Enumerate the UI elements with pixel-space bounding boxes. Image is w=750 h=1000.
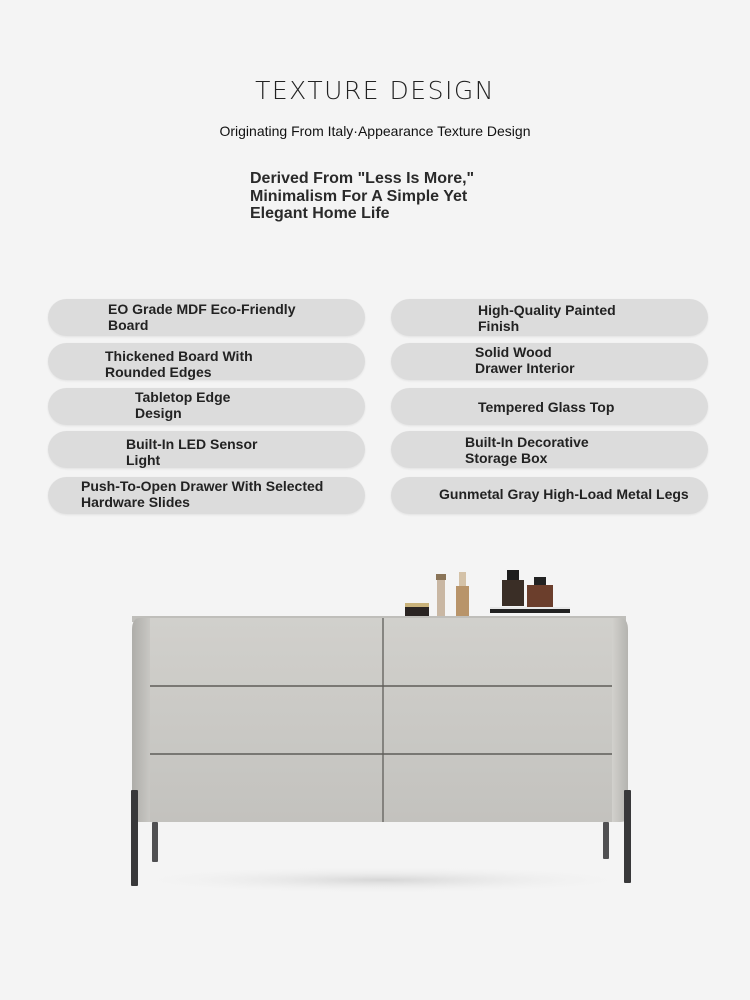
feature-label-line: Drawer Interior xyxy=(475,360,575,376)
intro-text xyxy=(250,170,510,223)
feature-label-line: Rounded Edges xyxy=(105,364,212,380)
feature-pill-tabletop-edge xyxy=(48,388,365,425)
feature-label-line: Solid Wood xyxy=(475,344,552,360)
leg-front-left xyxy=(131,790,138,886)
feature-pill-storage-box xyxy=(391,431,708,468)
feature-label xyxy=(126,436,257,468)
feature-label xyxy=(465,434,589,466)
page-subtitle: Originating From Italy·Appearance Texture Design xyxy=(219,123,531,139)
feature-label xyxy=(475,344,575,376)
feature-pill-solid-wood xyxy=(391,343,708,380)
floor-shadow xyxy=(122,866,642,894)
feature-pill-tempered-glass xyxy=(391,388,708,425)
feature-label-line: Board xyxy=(108,317,149,333)
feature-label-line: EO Grade MDF Eco-Friendly xyxy=(108,301,296,317)
dresser-front xyxy=(150,618,612,822)
intro-line: Elegant Home Life xyxy=(250,205,390,222)
feature-label-line: High-Quality Painted xyxy=(478,302,616,318)
feature-pill-painted-finish xyxy=(391,299,708,336)
intro-line: Derived From "Less Is More," xyxy=(250,170,475,187)
feature-label-line: Finish xyxy=(478,318,520,334)
leg-back-left xyxy=(152,822,158,862)
feature-label-line: Storage Box xyxy=(465,450,548,466)
perfume-bottles xyxy=(405,570,570,617)
feature-label xyxy=(135,389,230,421)
feature-label-line: Light xyxy=(126,452,161,468)
feature-label-line: Hardware Slides xyxy=(81,494,190,510)
feature-label-line: Built-In LED Sensor xyxy=(126,436,258,452)
feature-label xyxy=(108,301,295,333)
dresser-illustration xyxy=(0,560,750,900)
leg-front-right xyxy=(624,790,631,883)
intro-line: Minimalism For A Simple Yet xyxy=(250,187,468,205)
feature-label: Tempered Glass Top xyxy=(478,399,615,415)
page-title: TEXTURE DESIGN xyxy=(255,76,495,105)
feature-pill-metal-legs xyxy=(391,477,708,514)
feature-label-line: Built-In Decorative xyxy=(465,434,589,450)
feature-label-line: Tabletop Edge xyxy=(135,389,231,405)
feature-pill-thickened-board xyxy=(48,343,365,380)
feature-pill-mdf-board xyxy=(48,299,365,336)
leg-back-right xyxy=(603,822,609,859)
feature-label xyxy=(81,478,323,510)
feature-label-line: Push-To-Open Drawer With Selected xyxy=(81,478,324,494)
feature-label-line: Design xyxy=(135,405,182,421)
feature-label: Gunmetal Gray High-Load Metal Legs xyxy=(439,486,689,502)
feature-label-line: Thickened Board With xyxy=(105,348,253,364)
feature-label xyxy=(478,302,616,334)
feature-label xyxy=(105,348,253,380)
feature-pill-led-light xyxy=(48,431,365,468)
feature-pill-push-to-open xyxy=(48,477,365,514)
